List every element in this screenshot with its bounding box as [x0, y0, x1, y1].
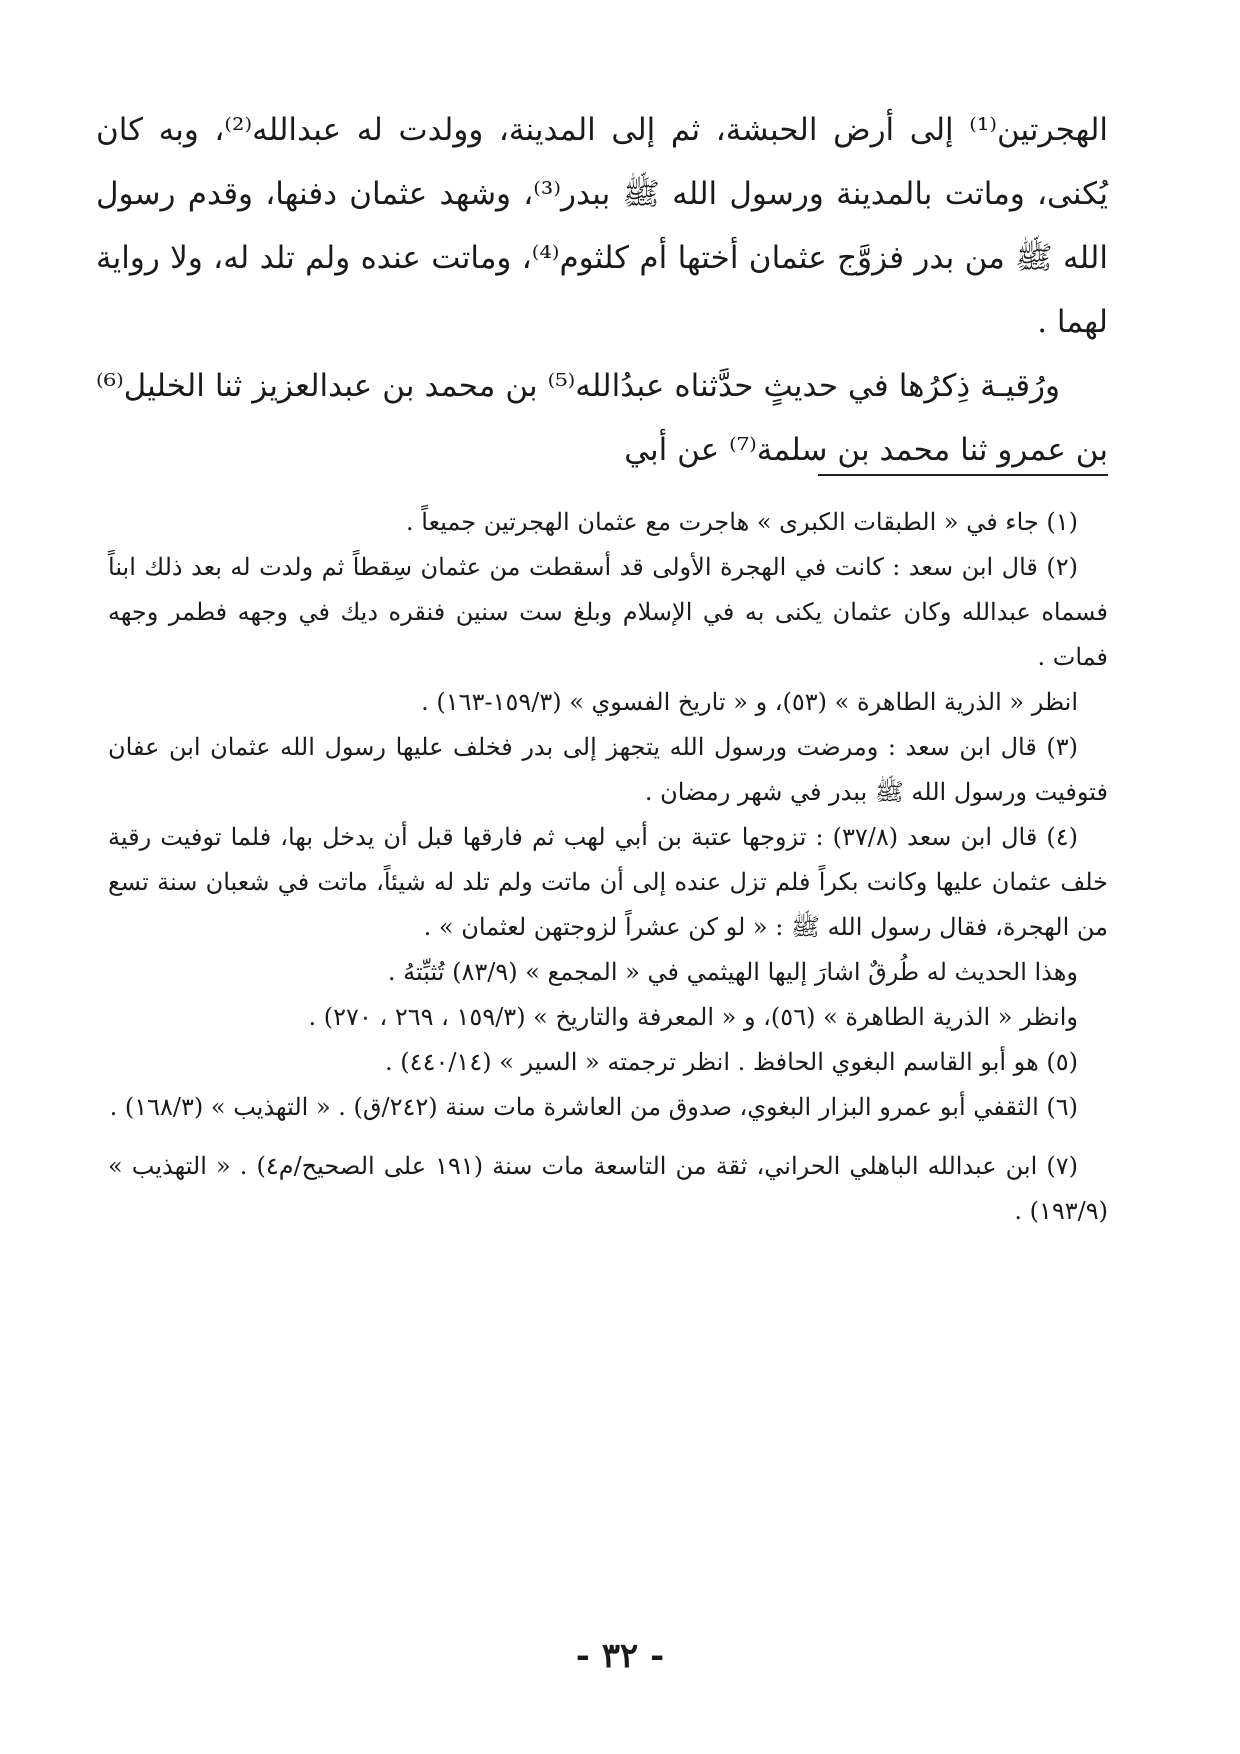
main-paragraph-2: ورُقيـة ذِكرُها في حديثٍ حدَّثناه عبدُالله⁽⁵⁾ بن محمد بن عبدالعزيز ثنا الخليل⁽⁶⁾ بن عمرو ثنا محمد بن سلمة⁽⁷⁾ عن أبي — [96, 368, 1108, 468]
footnotes — [108, 500, 1108, 1234]
page-number: - ٣٢ - — [575, 1636, 665, 1676]
footnote-paragraph: (١) جاء في « الطبقات الكبرى » هاجرت مع عثمان الهجرتين جميعاً . — [406, 508, 1078, 536]
footnote-paragraph: انظر « الذرية الطاهرة » (٥٣)، و « تاريخ الفسوي » (١٥٩/٣-١٦٣) . — [421, 688, 1078, 716]
main-text — [96, 98, 1108, 482]
footnote-paragraph: وانظر « الذرية الطاهرة » (٥٦)، و « المعرفة والتاريخ » (١٥٩/٣ ، ٢٦٩ ، ٢٧٠) . — [308, 1003, 1078, 1031]
footnote-separator — [818, 474, 1108, 476]
footnote-paragraph: (٥) هو أبو القاسم البغوي الحافظ . انظر ترجمته « السير » (٤٤٠/١٤) . — [385, 1048, 1078, 1076]
footnote-paragraph: (٦) الثقفي أبو عمرو البزار البغوي، صدوق من العاشرة مات سنة (٢٤٢/ق) . « التهذيب » (١٦٨/٣) . — [109, 1093, 1078, 1121]
main-paragraph-1: الهجرتين⁽¹⁾ إلى أرض الحبشة، ثم إلى المدينة، وولدت له عبدالله⁽²⁾، وبه كان يُكنى، وماتت بالمدينة ورسول الله ﷺ ببدر⁽³⁾، وشهد عثمان دفنها، وقدم رسول الله ﷺ من بدر فزوَّج عثمان أختها أم كلثوم⁽⁴⁾، وماتت عنده ولم تلد له، ولا رواية لهما . — [96, 112, 1109, 340]
footnote-paragraph: (٤) قال ابن سعد (٣٧/٨) : تزوجها عتبة بن أبي لهب ثم فارقها قبل أن يدخل بها، فلما توفيت رقية خلف عثمان عليها وكانت بكراً فلم تزل عنده إلى أن ماتت ولم تلد له شيئاً، ماتت في شعبان سنة تسع من الهجرة، فقال رسول الله ﷺ : « لو كن عشراً لزوجتهن لعثمان » . — [108, 823, 1108, 941]
footnote-paragraph: وهذا الحديث له طُرقٌ اشارَ إليها الهيثمي في « المجمع » (٨٣/٩) تُثبِّتهُ . — [387, 958, 1078, 986]
footnote-paragraph: (٢) قال ابن سعد : كانت في الهجرة الأولى قد أسقطت من عثمان سِقطاً ثم ولدت له بعد ذلك ابناً فسماه عبدالله وكان عثمان يكنى به في الإسلام وبلغ ست سنين فنقره ديك في وجهه فطمر وجهه فمات . — [108, 553, 1108, 671]
footnote-paragraph: (٣) قال ابن سعد : ومرضت ورسول الله يتجهز إلى بدر فخلف عليها رسول الله عثمان ابن عفان فتوفيت ورسول الله ﷺ ببدر في شهر رمضان . — [108, 733, 1108, 806]
footnote-paragraph: (٧) ابن عبدالله الباهلي الحراني، ثقة من التاسعة مات سنة (١٩١ على الصحيح/م٤) . « التهذيب » (١٩٣/٩) . — [108, 1152, 1108, 1225]
